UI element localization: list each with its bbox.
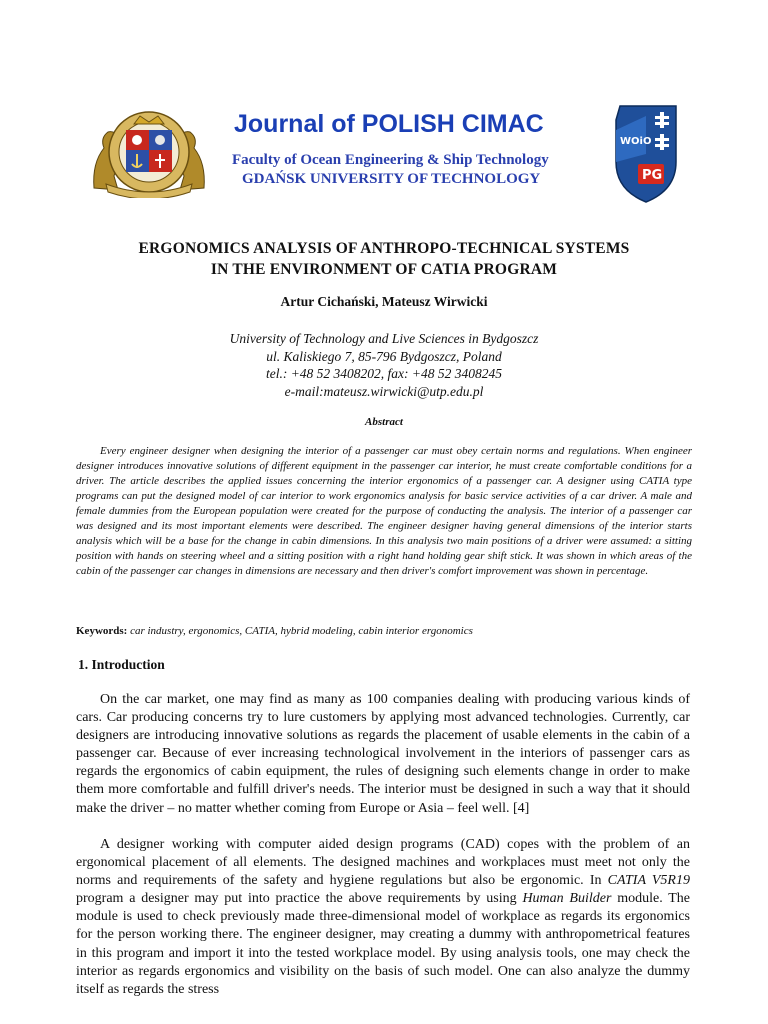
- paragraph-2: [76, 836, 690, 999]
- keywords-text: car industry, ergonomics, CATIA, hybrid modeling, cabin interior ergonomics: [130, 625, 473, 637]
- journal-header: [0, 96, 768, 208]
- keywords: [76, 625, 692, 637]
- title-line-1: ERGONOMICS ANALYSIS OF ANTHROPO-TECHNICAL SYSTEMS: [138, 240, 630, 257]
- abstract-text: Every engineer designer when designing the interior of a passenger car must obey certain norms and regulations. When engineer designer introduces innovative solutions of different equipment in the passenger car interior, he must create comfortable conditions for a driver. The article describes the applied issues concerning the interior ergonomics of a passenger car. A designer using CATIA type programs can put the designed model of car interior to work ergonomics analysis for basic service activities of a car driver. A male and female dummies from the European population were created for the purpose of conducting the analysis. The interior of a passenger car was designed and its most important elements were described. The engineer designer having general dimensions of the interior starts analysis which will be a base for the change in cabin dimensions. In this analysis two main positions of a driver were assumed: a sitting position with hands on steering wheel and a sitting position with a right hand holding gear shift stick. It was shown in which areas of the cabin of the passenger car changes in dimensions are necessary and then driver's comfort improvement was shown in percentage.: [76, 445, 692, 577]
- svg-text:PG: PG: [642, 168, 663, 183]
- affiliation-line-4: e-mail:mateusz.wirwicki@utp.edu.pl: [284, 383, 484, 399]
- affiliation: [40, 330, 728, 400]
- affiliation-line-2: ul. Kaliskiego 7, 85-796 Bydgoszcz, Poland: [266, 348, 502, 364]
- affiliation-line-3: tel.: +48 52 3408202, fax: +48 52 3408245: [265, 366, 503, 382]
- abstract-heading: Abstract: [365, 416, 403, 428]
- paragraph-2-part-2: program a designer may put into practice the above requirements by using: [76, 891, 523, 907]
- affiliation-line-1: University of Technology and Live Sciences in Bydgoszcz: [229, 331, 539, 346]
- university-name: GDAŃSK UNIVERSITY OF TECHNOLOGY: [242, 171, 541, 187]
- section-heading: 1. Introduction: [78, 657, 165, 672]
- catia-version: CATIA V5R19: [607, 873, 690, 889]
- paragraph-2-part-3: module. The module is used to check previously made three-dimensional model of workplace as regards its ergonomics for the person working there. The engineer designer, may creating a dummy with anthropometrical features in this program and import it into the tested workplace model. By using analysis tools, one may check the interior as regards ergonomics and visibility on the basis of such model. One can also analyze the dummy itself as regards the stress: [76, 891, 690, 997]
- faculty-badge-logo: [610, 100, 682, 204]
- title-line-2: IN THE ENVIRONMENT OF CATIA PROGRAM: [210, 261, 558, 278]
- journal-title: Journal of POLISH CIMAC: [234, 110, 544, 138]
- paragraph-2-part-1: A designer working with computer aided design programs (CAD) copes with the problem of an ergonomical placement of all elements. The designed machines and workplaces must meet not only the norms and requirements of the safety and hygiene regulations but also be ergonomic. In: [76, 837, 690, 889]
- paper-title: [40, 238, 728, 280]
- university-crest-logo: [90, 108, 208, 198]
- svg-text:WOiO: WOiO: [620, 136, 652, 147]
- keywords-label: Keywords:: [76, 625, 128, 637]
- paragraph-1: On the car market, one may find as many as 100 companies dealing with producing various kinds of cars. Car producing concerns try to lure customers by applying most advanced technologies. Currently, car designers are introducing innovative solutions as regards the placement of usable elements in the cabin of a passenger car. Because of ever increasing technological involvement in the interiors of passenger cars as regards the ergonomics of cabin equipment, the rules of designing such elements change in order to make them more comfortable and fulfill driver's needs. The interior must be designed in such a way that it should make the driver – no matter whether coming from Europe or Asia – feel well. [4]: [76, 692, 690, 816]
- human-builder-module: Human Builder: [522, 891, 612, 907]
- authors: Artur Cichański, Mateusz Wirwicki: [280, 294, 488, 309]
- faculty-name: Faculty of Ocean Engineering & Ship Technology: [232, 152, 549, 168]
